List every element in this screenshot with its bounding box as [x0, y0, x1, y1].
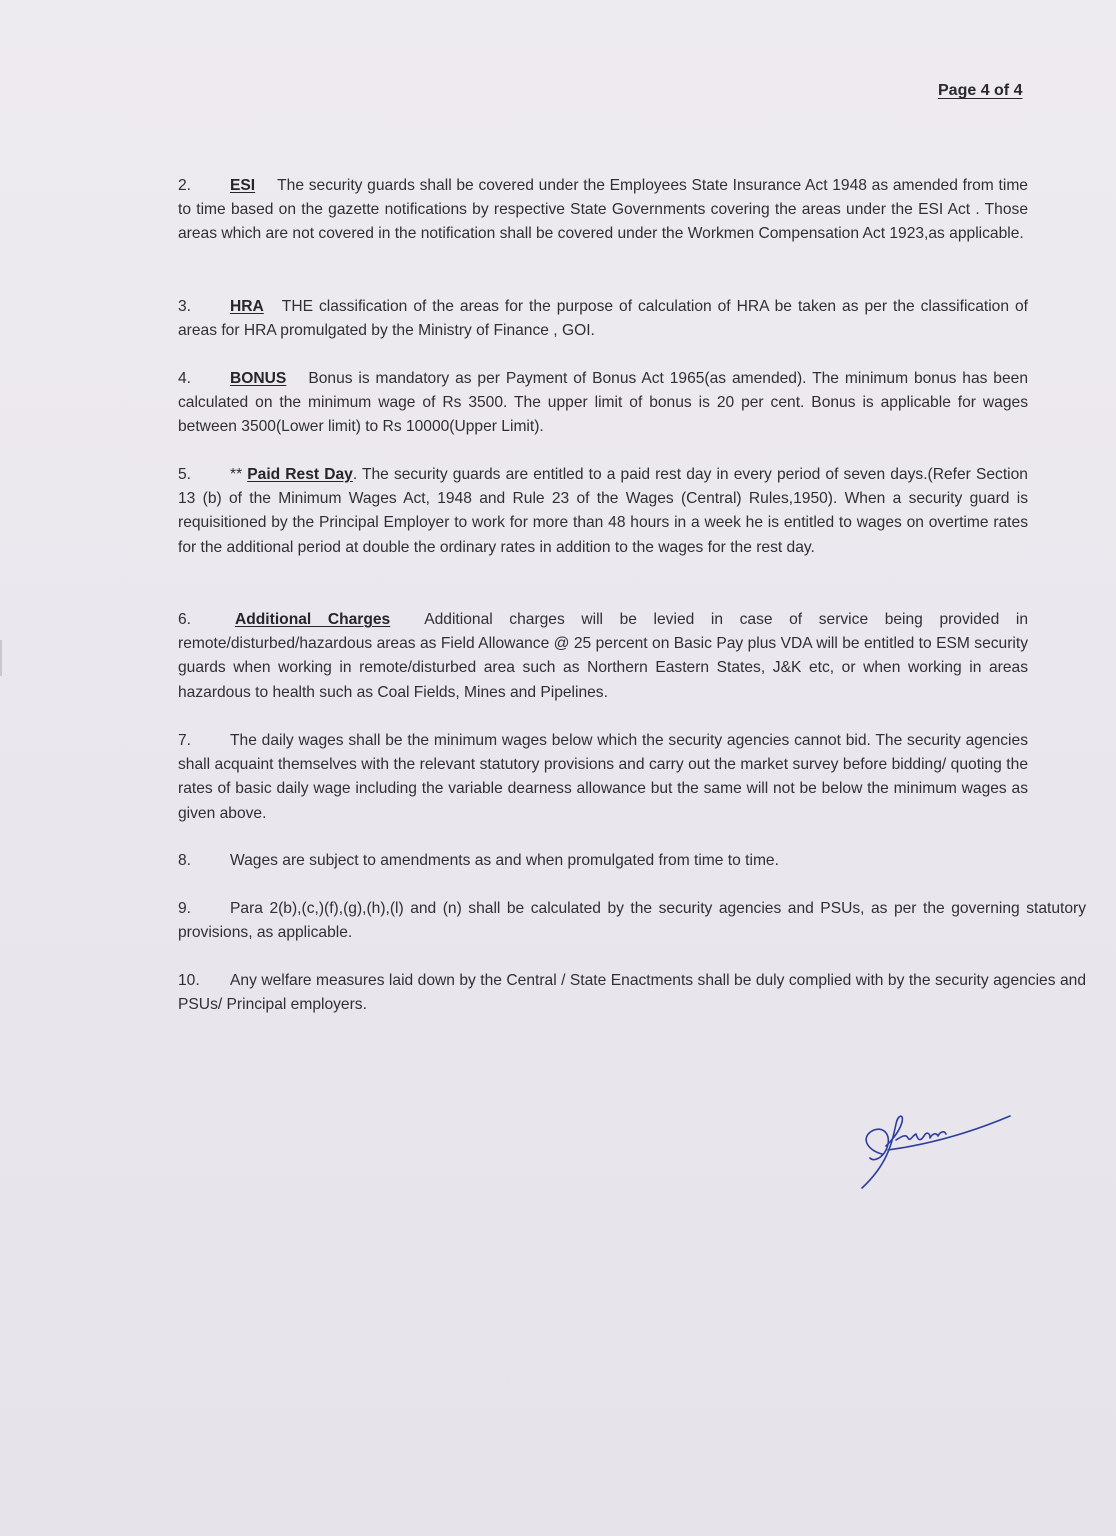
- paragraph-paid-rest-day: [178, 463, 1028, 560]
- paragraph-number: 5.: [178, 466, 192, 483]
- paragraph-esi: [178, 174, 1028, 247]
- paragraph-text: Any welfare measures laid down by the Central / State Enactments shall be duly complied with by the security agencies and PSUs/ Principal employers.: [178, 972, 1086, 1014]
- paragraph-text: Additional charges will be levied in case of service being provided in remote/disturbed/hazardous areas as Field Allowance @ 25 percent on Basic Pay plus VDA will be entitled to ESM security guards when working in remote/disturbed area such as Northern Eastern States, J&K etc, or when working in areas hazardous to health such as Coal Fields, Mines and Pipelines.: [178, 611, 1028, 701]
- paragraph-additional-charges: [178, 608, 1028, 705]
- page-number: Page 4 of 4: [938, 82, 1023, 99]
- paragraph-hra: [178, 295, 1028, 343]
- scan-edge-mark: [0, 640, 2, 676]
- paragraph-prefix: **: [230, 466, 248, 483]
- paragraph-heading: ESI: [230, 177, 256, 194]
- paragraph-number: 9.: [178, 900, 192, 917]
- paragraph-text: The security guards shall be covered under the Employees State Insurance Act 1948 as amended from time to time based on the gazette notifications by respective State Governments covering the areas under the ESI Act . Those areas which are not covered in the notification shall be covered under the Workmen Compensation Act 1923,as applicable.: [178, 177, 1028, 243]
- paragraph-number: 3.: [178, 298, 192, 315]
- paragraph-heading: BONUS: [230, 370, 287, 387]
- paragraph-heading: Additional Charges: [235, 611, 391, 628]
- paragraph-para-calculation: [178, 897, 1086, 945]
- paragraph-daily-wages: [178, 729, 1028, 826]
- paragraph-number: 2.: [178, 177, 192, 194]
- paragraph-text: Wages are subject to amendments as and when promulgated from time to time.: [230, 852, 779, 869]
- signature-image: [852, 1092, 1016, 1190]
- paragraph-number: 7.: [178, 732, 192, 749]
- paragraph-heading: Paid Rest Day: [247, 466, 353, 483]
- paragraph-amendments: [178, 849, 1028, 873]
- paragraph-text: . The security guards are entitled to a paid rest day in every period of seven days.(Refer Section 13 (b) of the Minimum Wages Act, 1948 and Rule 23 of the Wages (Central) Rules,1950). When a security guard is requisitioned by the Principal Employer to work for more than 48 hours in a week he is entitled to wages on overtime rates for the additional period at double the ordinary rates in addition to the wages for the rest day.: [178, 466, 1028, 556]
- paragraph-heading: HRA: [230, 298, 264, 315]
- paragraph-text: Para 2(b),(c,)(f),(g),(h),(l) and (n) shall be calculated by the security agencies and PSUs, as per the governing statutory provisions, as applicable.: [178, 900, 1086, 942]
- paragraph-number: 10.: [178, 972, 200, 989]
- paragraph-number: 4.: [178, 370, 192, 387]
- paragraph-text: Bonus is mandatory as per Payment of Bonus Act 1965(as amended). The minimum bonus has been calculated on the minimum wage of Rs 3500. The upper limit of bonus is 20 per cent. Bonus is applicable for wages between 3500(Lower limit) to Rs 10000(Upper Limit).: [178, 370, 1028, 436]
- paragraph-text: The daily wages shall be the minimum wages below which the security agencies cannot bid. The security agencies shall acquaint themselves with the relevant statutory provisions and carry out the market survey before bidding/ quoting the rates of basic daily wage including the variable dearness allowance but the same will not be below the minimum wages as given above.: [178, 732, 1028, 822]
- paragraph-welfare-measures: [178, 969, 1086, 1017]
- paragraph-text: THE classification of the areas for the purpose of calculation of HRA be taken as per the classification of areas for HRA promulgated by the Ministry of Finance , GOI.: [178, 298, 1028, 340]
- paragraph-bonus: [178, 367, 1028, 440]
- paragraph-number: 8.: [178, 852, 192, 869]
- paragraph-number: 6.: [178, 611, 192, 628]
